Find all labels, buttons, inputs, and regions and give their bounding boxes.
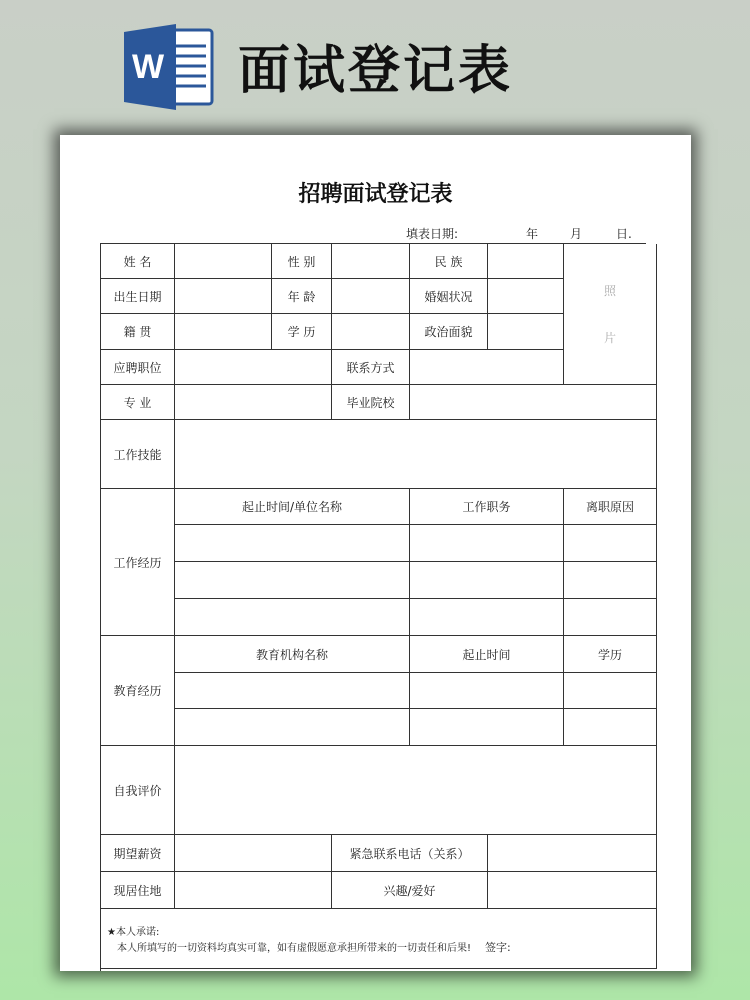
birthdate-field[interactable] [175, 279, 272, 314]
self-evaluation-label: 自我评价 [101, 746, 175, 835]
pledge-text: 本人所填写的一切资料均真实可靠，如有虚假愿意承担所带来的一切责任和后果! [117, 943, 472, 954]
work-entry-1-reason[interactable] [564, 525, 657, 562]
date-month-label: 月 [570, 227, 583, 241]
position-label: 应聘职位 [101, 350, 175, 385]
work-entry-3-company[interactable] [175, 599, 410, 636]
native-place-label: 籍 贯 [101, 314, 175, 350]
interview-form-table [100, 243, 646, 971]
work-entry-1-title[interactable] [410, 525, 564, 562]
self-evaluation-field[interactable] [175, 746, 657, 835]
photo-label-char-1: 照 [603, 284, 616, 298]
photo-label-char-2: 片 [603, 331, 616, 345]
photo-box[interactable] [564, 244, 657, 385]
age-field[interactable] [332, 279, 410, 314]
skills-field[interactable] [175, 420, 657, 489]
contact-field[interactable] [410, 350, 564, 385]
edu-entry-2-degree[interactable] [564, 709, 657, 746]
ethnicity-field[interactable] [488, 244, 564, 279]
ethnicity-label: 民 族 [410, 244, 488, 279]
school-label: 毕业院校 [332, 385, 410, 420]
banner [0, 0, 750, 135]
political-status-label: 政治面貌 [410, 314, 488, 350]
contact-label: 联系方式 [332, 350, 410, 385]
hobbies-label: 兴趣/爱好 [332, 872, 488, 909]
fill-date-label: 填表日期: [406, 227, 459, 241]
age-label: 年 龄 [272, 279, 332, 314]
emergency-contact-label: 紧急联系电话（关系） [332, 835, 488, 872]
position-field[interactable] [175, 350, 332, 385]
date-year-label: 年 [526, 227, 539, 241]
banner-title: 面试登记表 [238, 41, 514, 101]
edu-entry-1-period[interactable] [410, 673, 564, 709]
expected-salary-label: 期望薪资 [101, 835, 175, 872]
work-entry-3-reason[interactable] [564, 599, 657, 636]
document-page [60, 135, 691, 971]
edu-degree-header: 学历 [564, 636, 657, 673]
work-title-header: 工作职务 [410, 489, 564, 525]
work-entry-1-company[interactable] [175, 525, 410, 562]
work-entry-2-company[interactable] [175, 562, 410, 599]
date-day-label: 日. [616, 227, 632, 241]
name-label: 姓 名 [101, 244, 175, 279]
word-icon-letter: W [131, 48, 165, 86]
education-history-label: 教育经历 [101, 636, 175, 746]
edu-period-header: 起止时间 [410, 636, 564, 673]
edu-entry-2-period[interactable] [410, 709, 564, 746]
edu-entry-1-institution[interactable] [175, 673, 410, 709]
school-field[interactable] [410, 385, 657, 420]
native-place-field[interactable] [175, 314, 272, 350]
word-app-icon [124, 24, 214, 110]
major-label: 专 业 [101, 385, 175, 420]
leave-reason-header: 离职原因 [564, 489, 657, 525]
expected-salary-field[interactable] [175, 835, 332, 872]
address-label: 现居住地 [101, 872, 175, 909]
gender-label: 性 别 [272, 244, 332, 279]
work-entry-2-reason[interactable] [564, 562, 657, 599]
work-entry-2-title[interactable] [410, 562, 564, 599]
education-label: 学 历 [272, 314, 332, 350]
emergency-contact-field[interactable] [488, 835, 657, 872]
name-field[interactable] [175, 244, 272, 279]
edu-entry-1-degree[interactable] [564, 673, 657, 709]
work-history-label: 工作经历 [101, 489, 175, 636]
document-title: 招聘面试登记表 [298, 182, 453, 207]
skills-label: 工作技能 [101, 420, 175, 489]
marital-status-label: 婚姻状况 [410, 279, 488, 314]
edu-entry-2-institution[interactable] [175, 709, 410, 746]
pledge-section [101, 909, 657, 969]
institution-header: 教育机构名称 [175, 636, 410, 673]
major-field[interactable] [175, 385, 332, 420]
political-status-field[interactable] [488, 314, 564, 350]
education-field[interactable] [332, 314, 410, 350]
birthdate-label: 出生日期 [101, 279, 175, 314]
gender-field[interactable] [332, 244, 410, 279]
signature-label[interactable]: 签字: [485, 941, 511, 954]
hobbies-field[interactable] [488, 872, 657, 909]
pledge-heading: ★本人承诺: [107, 927, 160, 938]
marital-status-field[interactable] [488, 279, 564, 314]
work-entry-3-title[interactable] [410, 599, 564, 636]
work-period-company-header: 起止时间/单位名称 [175, 489, 410, 525]
address-field[interactable] [175, 872, 332, 909]
